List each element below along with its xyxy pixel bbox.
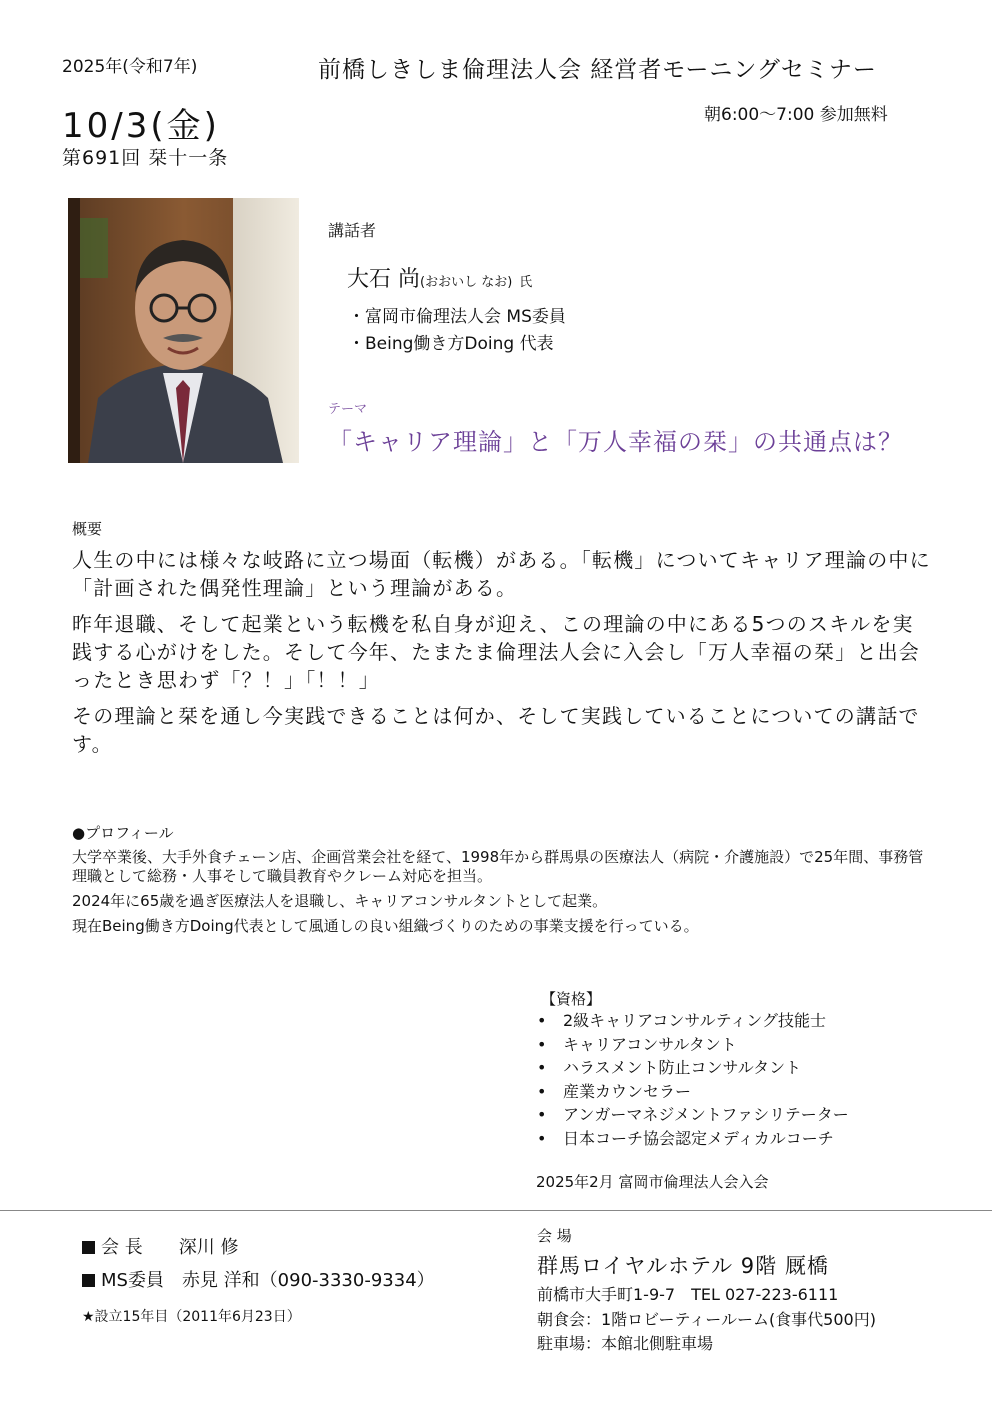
speaker-honorific: 氏 — [519, 275, 533, 290]
speaker-photo — [68, 198, 299, 463]
profile-paragraph: 2024年に65歳を過ぎ医療法人を退職し、キャリアコンサルタントとして起業。 — [72, 892, 608, 910]
ms-committee-text: MS委員 赤見 洋和（090-3330-9334） — [101, 1270, 435, 1291]
qualification-text: 日本コーチ協会認定メディカルコーチ — [563, 1128, 834, 1148]
qualification-item — [537, 1127, 849, 1151]
speaker-name-line — [347, 262, 532, 293]
qualification-item — [537, 1103, 849, 1127]
square-bullet-icon — [82, 1274, 95, 1287]
speaker-role: ・Being働き方Doing 代表 — [348, 334, 554, 354]
established-note: ★設立15年目（2011年6月23日） — [82, 1309, 301, 1325]
qualification-text: キャリアコンサルタント — [563, 1034, 737, 1054]
square-bullet-icon — [82, 1241, 95, 1254]
venue-breakfast: 朝食会：1階ロビーティールーム(食事代500円) — [537, 1310, 876, 1329]
bullet-icon: • — [537, 1034, 547, 1054]
overview-paragraph: その理論と栞を通し今実践できることは何か、そして実践していることについての講話です。 — [72, 704, 920, 756]
qualification-item — [537, 1009, 849, 1033]
overview-label: 概要 — [72, 520, 103, 538]
speaker-label: 講話者 — [328, 221, 377, 240]
qualification-text: 2級キャリアコンサルティング技能士 — [563, 1011, 826, 1030]
qualification-text: 産業カウンセラー — [563, 1081, 692, 1101]
bullet-icon: • — [537, 1058, 547, 1077]
qualification-item — [537, 1033, 849, 1057]
bullet-icon: • — [537, 1081, 547, 1101]
theme-title: 「キャリア理論」と「万人幸福の栞」の共通点は？ — [328, 428, 903, 456]
speaker-name: 大石 尚 — [347, 267, 420, 292]
bullet-icon: • — [537, 1011, 547, 1030]
profile-paragraph: 大学卒業後、大手外食チェーン店、企画営業会社を経て、1998年から群馬県の医療法人（病院・介護施設）で25年間、事務管理職として総務・人事そして職員教育やクレーム対応を担当。 — [72, 848, 924, 885]
ms-committee-row — [82, 1266, 435, 1292]
venue-name: 群馬ロイヤルホテル 9階 厩橋 — [537, 1254, 829, 1278]
overview-paragraph: 昨年退職、そして起業という転機を私自身が迎え、この理論の中にある5つのスキルを実践する心がけをした。そして今年、たまたま倫理法人会に入会し「万人幸福の栞」と出会ったとき思わず「？！」「！！」 — [72, 612, 920, 692]
profile-label: ●プロフィール — [72, 824, 174, 842]
seminar-title: 前橋しきしま倫理法人会 経営者モーニングセミナー — [318, 57, 877, 83]
venue-label: 会 場 — [537, 1227, 572, 1245]
theme-label: テーマ — [328, 402, 368, 417]
chairman-row — [82, 1233, 238, 1259]
bullet-icon: • — [537, 1128, 547, 1148]
overview-body — [72, 546, 932, 766]
profile-body — [72, 848, 932, 942]
event-date: 10/3(金) — [62, 106, 220, 146]
qualification-text: ハラスメント防止コンサルタント — [563, 1058, 802, 1077]
joined-note: 2025年2月 富岡市倫理法人会入会 — [536, 1173, 769, 1191]
speaker-reading: (おおいし なお) — [420, 275, 513, 290]
profile-paragraph: 現在Being働き方Doing代表として風通しの良い組織づくりのための事業支援を行っている。 — [72, 917, 699, 935]
year-label: 2025年(令和7年) — [62, 57, 198, 77]
qualifications-label: 【資格】 — [541, 990, 602, 1008]
overview-paragraph: 人生の中には様々な岐路に立つ場面（転機）がある。「転機」についてキャリア理論の中に「計画された偶発性理論」という理論がある。 — [72, 548, 931, 600]
time-and-fee: 朝6:00～7:00 参加無料 — [704, 105, 888, 125]
qualification-item — [537, 1080, 849, 1104]
venue-address: 前橋市大手町1-9-7 TEL 027-223-6111 — [537, 1285, 839, 1304]
footer-divider — [0, 1210, 992, 1211]
qualification-text: アンガーマネジメントファシリテーター — [563, 1105, 849, 1124]
qualification-item — [537, 1056, 849, 1080]
speaker-role: ・富岡市倫理法人会 MS委員 — [348, 307, 566, 327]
chairman-text: 会 長 深川 修 — [101, 1237, 239, 1258]
bullet-icon: • — [537, 1105, 547, 1124]
qualifications-list — [537, 1009, 849, 1150]
venue-parking: 駐車場：本館北側駐車場 — [537, 1334, 714, 1353]
session-number: 第691回 栞十一条 — [62, 147, 229, 169]
